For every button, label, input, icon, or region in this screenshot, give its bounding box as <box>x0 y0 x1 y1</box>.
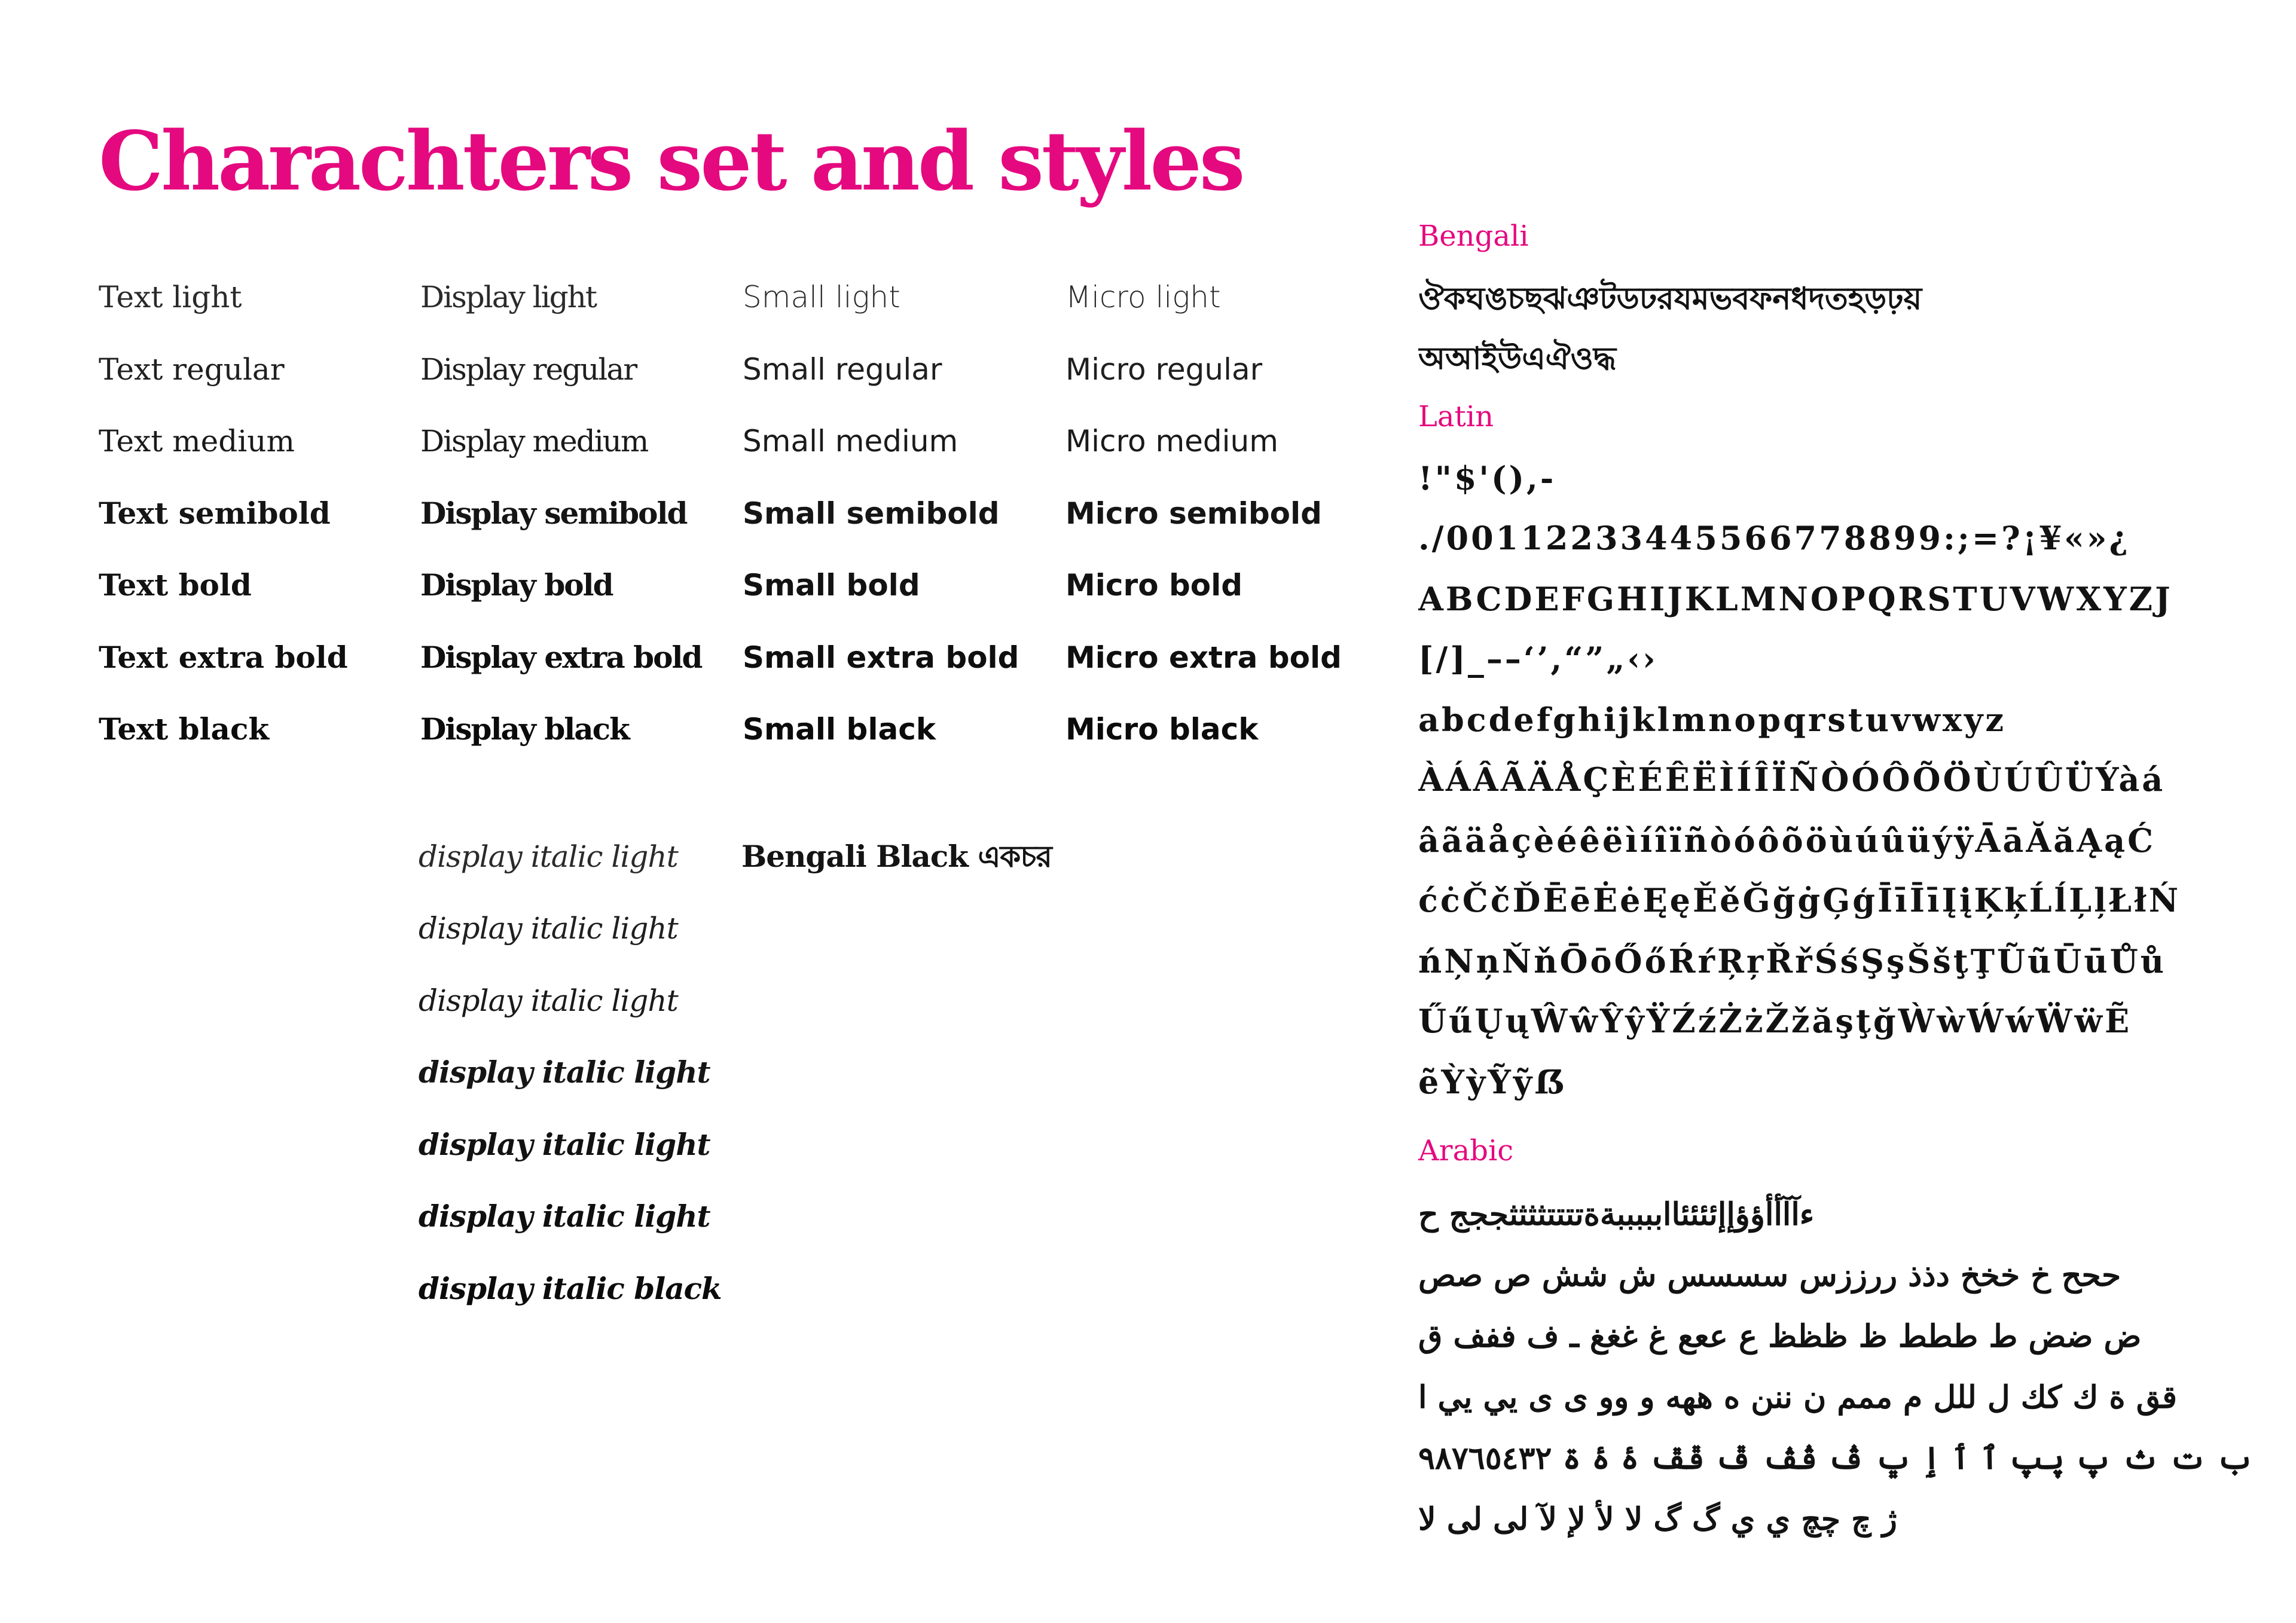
style-sample-small-regular: Small regular <box>743 352 942 387</box>
style-sample-display-bold: Display bold <box>420 567 613 603</box>
style-sample-micro-extra-bold: Micro extra bold <box>1065 640 1342 675</box>
style-sample-text-medium: Text medium <box>99 424 295 459</box>
style-sample-display-light: Display light <box>420 280 596 314</box>
style-sample-text-light: Text light <box>99 280 242 314</box>
style-sample-small-bold: Small bold <box>743 568 920 603</box>
bengali-glyph-row: অআইউএঐওদ্ধ <box>1418 340 1617 377</box>
style-sample-micro-light: Micro light <box>1065 280 1221 314</box>
latin-glyph-row: [/]_––‘’,“”„‹› <box>1418 640 1658 678</box>
latin-glyph-row: ÀÁÂÃÄÅÇÈÉÊËÌÍÎÏÑÒÓÔÕÖÙÚÛÜÝàá <box>1418 760 2166 799</box>
style-sample-small-semibold: Small semibold <box>743 496 1000 531</box>
latin-section-label: Latin <box>1418 400 1494 433</box>
style-sample-micro-semibold: Micro semibold <box>1065 496 1322 531</box>
style-sample-display-italic-light: display italic light <box>419 911 678 946</box>
latin-glyph-row: ABCDEFGHIJKLMNOPQRSTUVWXYZJ <box>1418 580 2173 618</box>
latin-glyph-row: ćċČčĎĒēĖėĘęĚěĞğġĢģĪīĪīĮįĶķĹĺĻļŁłŃ <box>1418 881 2181 919</box>
latin-glyph-row: âãäåçèéêëìíîïñòóôõöùúûüýÿĀāĂăĄąĆ <box>1418 821 2156 860</box>
style-sample-display-italic-light: display italic light <box>419 1199 710 1234</box>
style-sample-micro-regular: Micro regular <box>1065 352 1263 387</box>
latin-glyph-row: ẽỲỳỸỹẞ <box>1418 1063 1568 1101</box>
style-sample-display-italic-light: display italic light <box>419 839 678 874</box>
style-sample-small-light: Small light <box>743 280 900 314</box>
style-sample-text-regular: Text regular <box>99 352 285 387</box>
style-sample-display-italic-light: display italic light <box>419 983 678 1018</box>
arabic-glyph-row: ژ چ چچ ي ي گ گ لا لأ لإ لآ لى لى لا <box>1418 1501 1897 1538</box>
page-title: Charachters set and styles <box>99 114 1243 209</box>
style-sample-micro-black: Micro black <box>1065 712 1259 747</box>
latin-glyph-row: !"$'(),- <box>1418 459 1556 497</box>
bengali-section-label: Bengali <box>1418 219 1529 253</box>
latin-glyph-row: ńŅņŇňŌōŐőŔŕŖŗŘřŚśŞşŠšţŢŨũŪūŮů <box>1418 942 2166 980</box>
arabic-section-label: Arabic <box>1418 1134 1514 1167</box>
style-sample-small-medium: Small medium <box>743 424 958 459</box>
style-sample-display-italic-light: display italic light <box>419 1055 710 1090</box>
style-sample-micro-bold: Micro bold <box>1065 568 1243 603</box>
style-sample-small-black: Small black <box>743 712 936 747</box>
arabic-glyph-row: ض ضض ط ططط ظ ظظظ ع ععع غ غغغ ـ ف ففف ق <box>1418 1318 2142 1355</box>
style-sample-display-extra-bold: Display extra bold <box>420 640 702 675</box>
style-sample-small-extra-bold: Small extra bold <box>743 640 1019 675</box>
latin-glyph-row: ŰűŲųŴŵŶŷŸŹźŻżŽžăşţğẀẁẂẃẄẅẼ <box>1418 1002 2132 1040</box>
arabic-glyph-row: ححح خ خخخ دذذ ررززس سسسس ش شش ص صص <box>1418 1257 2121 1294</box>
style-sample-display-medium: Display medium <box>420 424 648 459</box>
arabic-glyph-row: ءآآأأؤؤإإئئئئاابببببةةتتتتثثثثججج ح <box>1418 1196 1815 1233</box>
style-sample-text-bold: Text bold <box>99 567 252 603</box>
arabic-glyph-row: ب ت ث پ پپ ٱ ٲ ٳ ڀ ڤ ڤڤ ڦ ڦڦ ۀ ۂ ۃ ٩٨٧٦٥٤٣٢ <box>1418 1440 2254 1477</box>
style-sample-text-black: Text black <box>99 711 270 747</box>
style-sample-display-semibold: Display semibold <box>420 496 687 531</box>
style-sample-display-regular: Display regular <box>420 352 637 387</box>
arabic-glyph-row: قق ة ك كك ل للل م ممم ن ننن ه ههه و وو ى ى يي يي ا <box>1418 1379 2177 1416</box>
latin-glyph-row: abcdefghijklmnopqrstuvwxyz <box>1418 701 2007 739</box>
style-sample-display-italic-light: display italic light <box>419 1127 710 1162</box>
style-sample-display-italic-black: display italic black <box>419 1271 722 1306</box>
style-sample-display-black: Display black <box>420 711 629 747</box>
style-sample-text-extra-bold: Text extra bold <box>99 640 348 675</box>
style-sample-bengali-black: Bengali Black একচর <box>741 839 1052 874</box>
latin-glyph-row: ./00112233445566778899:;=?¡¥«»¿ <box>1418 519 2131 557</box>
style-sample-text-semibold: Text semibold <box>99 496 331 531</box>
style-sample-micro-medium: Micro medium <box>1065 424 1278 459</box>
bengali-glyph-row: ঔকঘঙচছঝঞটডঢরযমভবফনধদতহড়ঢ়য় <box>1418 280 1922 317</box>
